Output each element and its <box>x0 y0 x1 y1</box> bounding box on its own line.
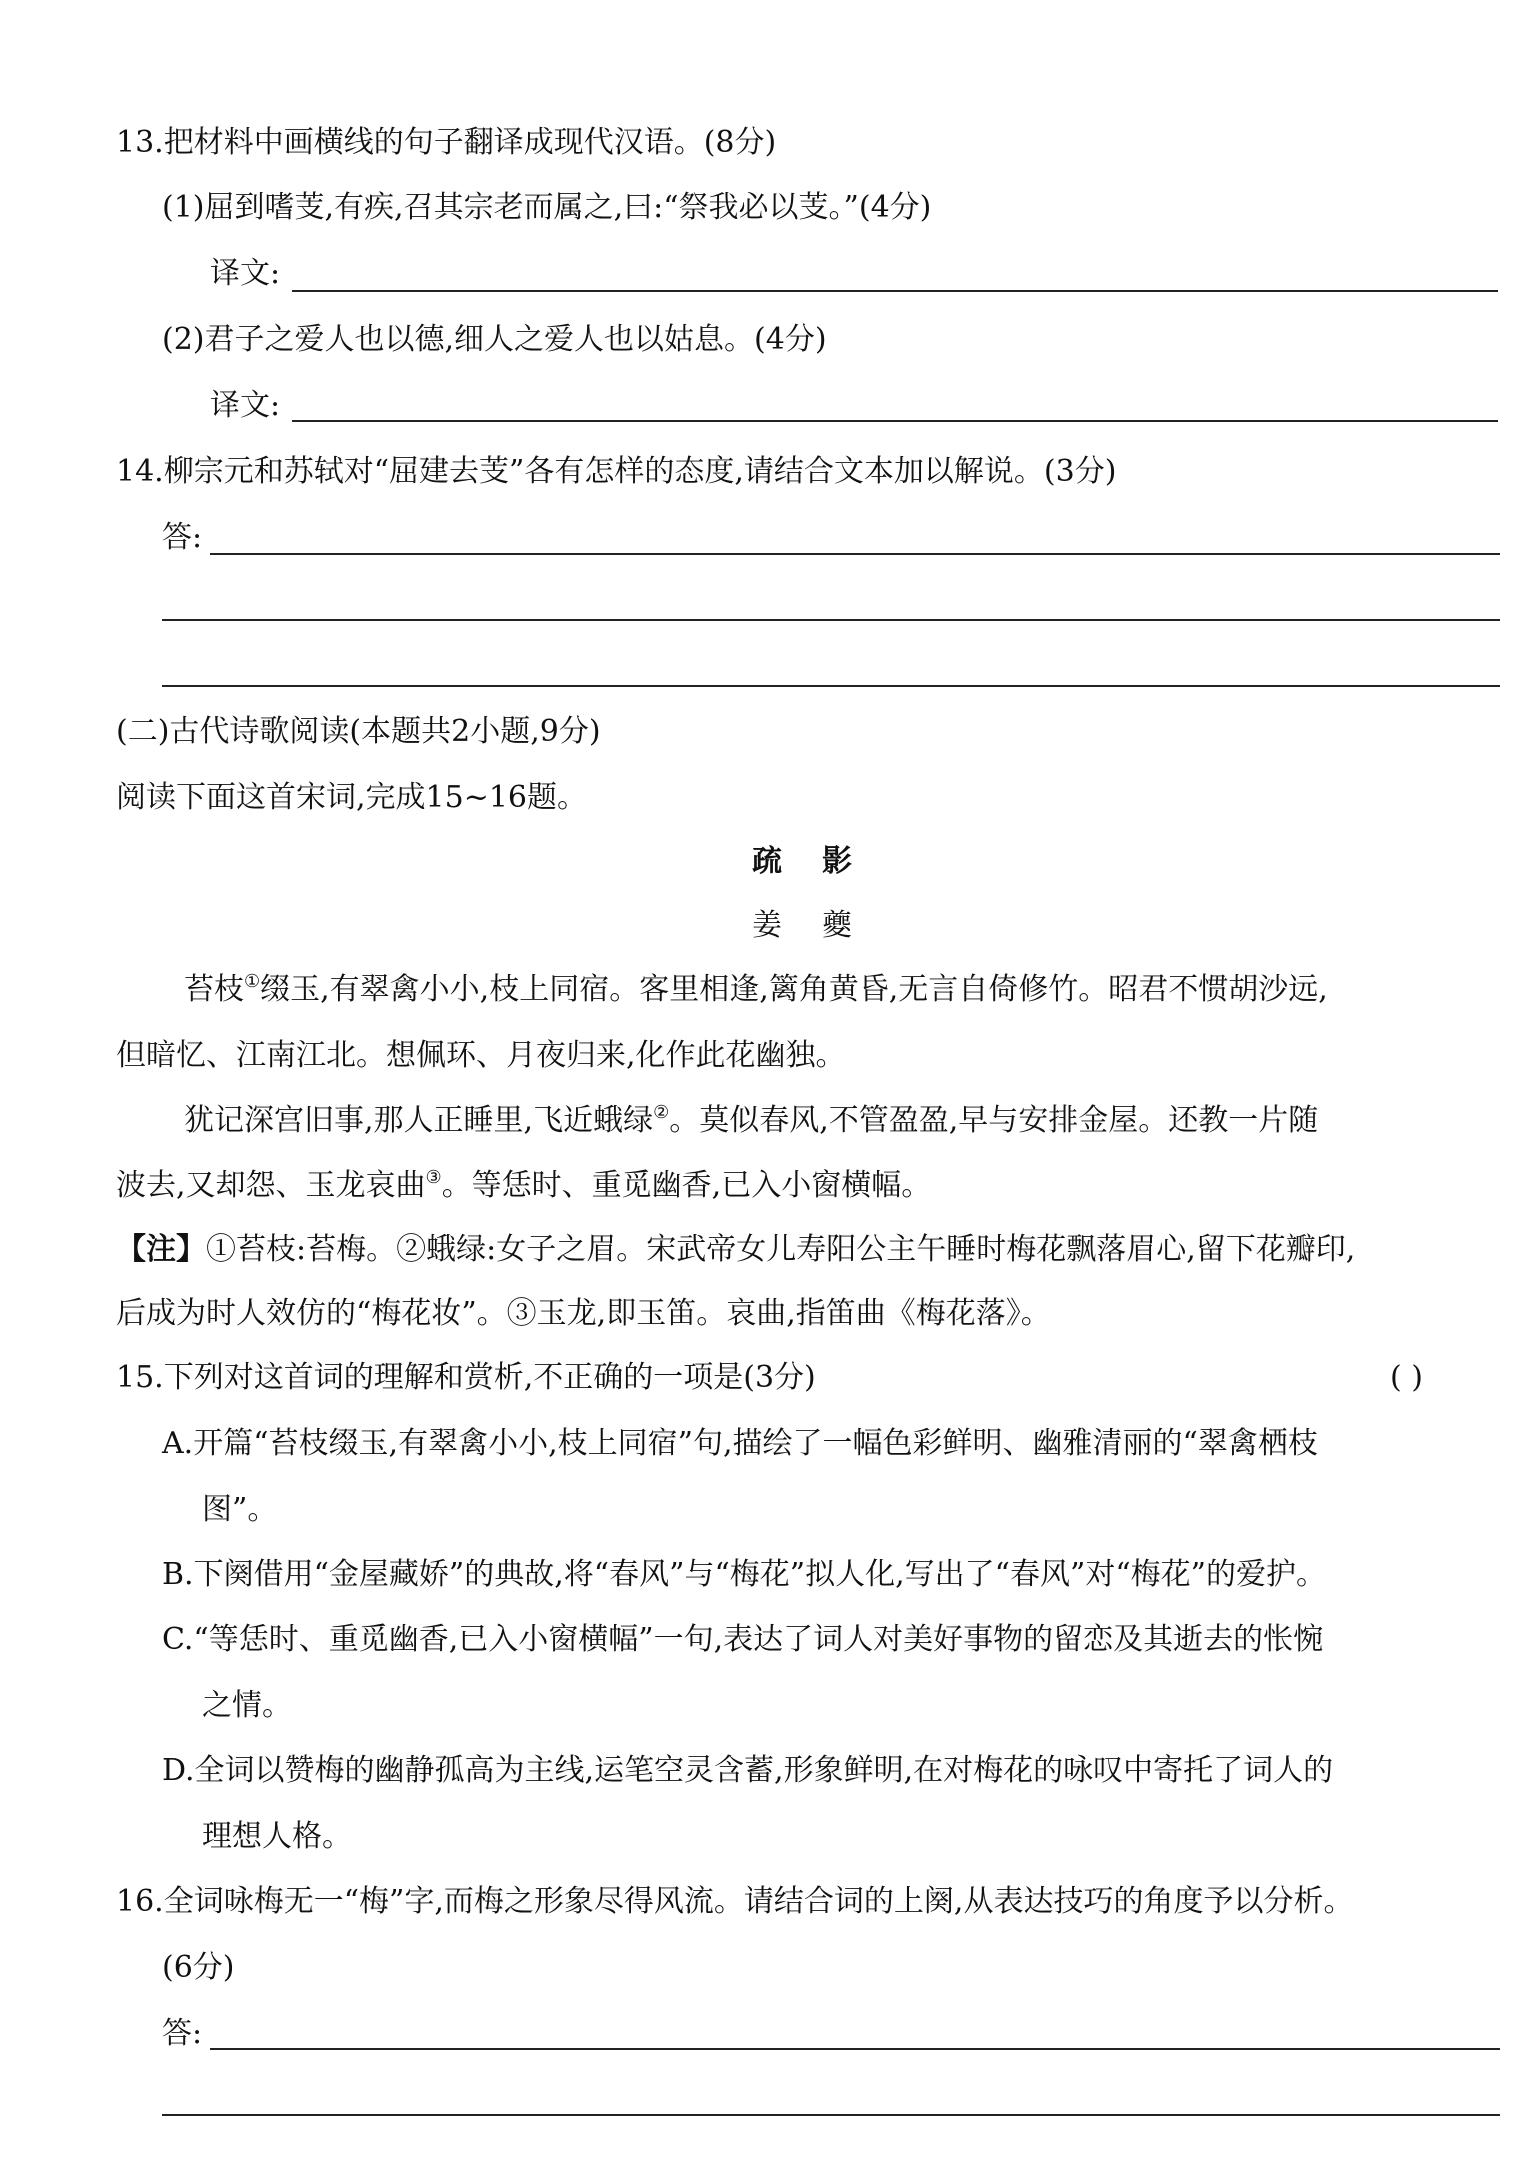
poem-text: 苔枝 <box>184 972 244 1007</box>
q15-option-b-line1: B.下阕借用“金屋藏娇”的典故,将“春风”与“梅花”拟人化,写出了“春风”对“梅花”的爱护。 <box>162 1557 1327 1592</box>
poem-stanza1-line1 <box>184 970 1328 1010</box>
poem-text: 。等恁时、重觅幽香,已入小窗横幅。 <box>441 1168 932 1203</box>
q13-answer-label-1: 译文: <box>210 256 281 291</box>
poem-text: 缀玉,有翠禽小小,枝上同宿。客里相逢,篱角黄昏,无言自倚修竹。昭君不惯胡沙远, <box>260 972 1328 1007</box>
section-instruction: 阅读下面这首宋词,完成15~16题。 <box>116 780 588 815</box>
q13-answer-line-2[interactable] <box>292 420 1498 422</box>
note-line-2: 后成为时人效仿的“梅花妆”。③玉龙,即玉笛。哀曲,指笛曲《梅花落》。 <box>116 1296 1051 1331</box>
poem-text: 波去,又却怨、玉龙哀曲 <box>116 1168 426 1203</box>
poem-text: 。莫似春风,不管盈盈,早与安排金屋。还教一片随 <box>669 1103 1319 1138</box>
poem-author: 姜夔 <box>752 908 892 943</box>
q15-option-a-line2: 图”。 <box>202 1492 278 1527</box>
q16-answer-line-1[interactable] <box>210 2048 1500 2050</box>
note-line-1 <box>116 1230 1355 1270</box>
footnote-marker-3: ③ <box>425 1167 442 1188</box>
q13-sub2: (2)君子之爱人也以德,细人之爱人也以姑息。(4分) <box>162 322 827 357</box>
q13-stem: 13.把材料中画横线的句子翻译成现代汉语。(8分) <box>116 125 777 160</box>
q13-answer-label-2: 译文: <box>210 388 281 423</box>
q14-answer-line-1[interactable] <box>210 553 1500 555</box>
footnote-marker-2: ② <box>653 1102 670 1123</box>
q15-option-a-line1: A.开篇“苔枝缀玉,有翠禽小小,枝上同宿”句,描绘了一幅色彩鲜明、幽雅清丽的“翠禽栖枝 <box>162 1426 1318 1461</box>
q15-option-c-line1: C.“等恁时、重觅幽香,已入小窗横幅”一句,表达了词人对美好事物的留恋及其逝去的怅惋 <box>162 1622 1324 1657</box>
q16-points: (6分) <box>162 1950 235 1985</box>
q14-answer-label: 答: <box>162 520 203 555</box>
q15-stem: 15.下列对这首词的理解和赏析,不正确的一项是(3分) <box>116 1360 816 1395</box>
q15-answer-paren[interactable]: ( ) <box>1390 1360 1423 1395</box>
q15-option-c-line2: 之情。 <box>202 1688 292 1723</box>
poem-text: 犹记深宫旧事,那人正睡里,飞近蛾绿 <box>184 1103 654 1138</box>
q15-option-d-line2: 理想人格。 <box>202 1819 352 1854</box>
q13-sub1: (1)屈到嗜芰,有疾,召其宗老而属之,曰:“祭我必以芰。”(4分) <box>162 190 932 225</box>
note-text: ①苔枝:苔梅。②蛾绿:女子之眉。宋武帝女儿寿阳公主午睡时梅花飘落眉心,留下花瓣印, <box>206 1232 1356 1267</box>
q13-answer-line-1[interactable] <box>292 290 1498 292</box>
q16-answer-line-2[interactable] <box>162 2114 1500 2116</box>
poem-stanza1-line2: 但暗忆、江南江北。想佩环、月夜归来,化作此花幽独。 <box>116 1038 846 1073</box>
q14-stem: 14.柳宗元和苏轼对“屈建去芰”各有怎样的态度,请结合文本加以解说。(3分) <box>116 454 1117 489</box>
poem-stanza2-line1 <box>184 1101 1318 1141</box>
q16-answer-label: 答: <box>162 2016 203 2051</box>
q14-answer-line-2[interactable] <box>162 619 1500 621</box>
section-heading: (二)古代诗歌阅读(本题共2小题,9分) <box>116 714 601 749</box>
q16-stem: 16.全词咏梅无一“梅”字,而梅之形象尽得风流。请结合词的上阕,从表达技巧的角度予以分析。 <box>116 1884 1354 1919</box>
footnote-marker-1: ① <box>244 971 261 992</box>
q14-answer-line-3[interactable] <box>162 685 1500 687</box>
poem-title: 疏影 <box>752 844 892 879</box>
poem-stanza2-line2 <box>116 1166 931 1206</box>
q15-option-d-line1: D.全词以赞梅的幽静孤高为主线,运笔空灵含蓄,形象鲜明,在对梅花的咏叹中寄托了词人的 <box>162 1753 1334 1788</box>
note-label: 【注】 <box>116 1232 206 1267</box>
